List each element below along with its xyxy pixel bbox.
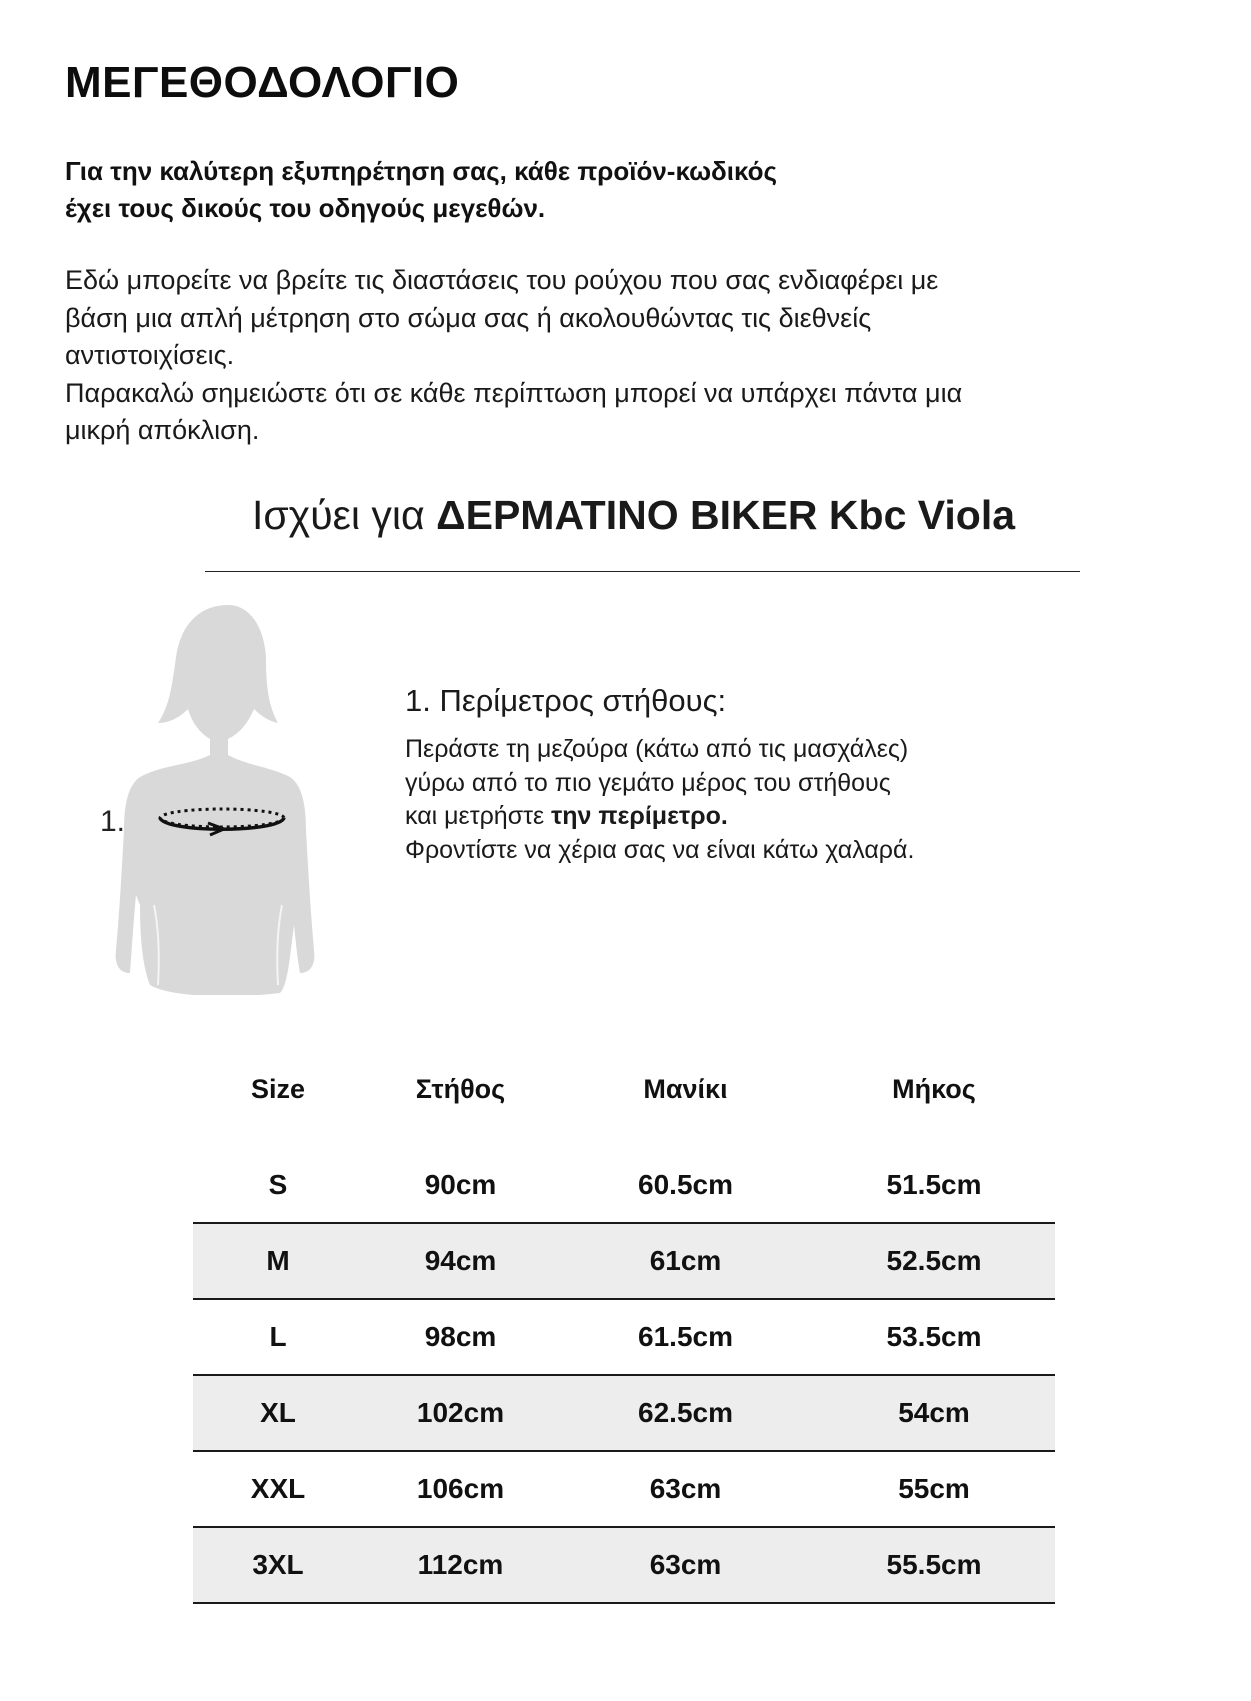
cell-sleeve: 63cm [649,1473,722,1504]
cell-size: XXL [250,1473,306,1504]
cell-length: 51.5cm [886,1169,982,1200]
size-chart-table [193,1058,1055,1604]
cell-size: XL [193,1375,363,1451]
instruction-line [405,800,1055,834]
intro-body-line: βάση μια απλή μέτρηση στο σώμα σας ή ακολουθώντας τις διεθνείς [65,302,872,333]
instruction-emphasis: την περίμετρο. [551,802,728,830]
instruction-line: Περάστε τη μεζούρα (κάτω από τις μασχάλες) [405,735,909,763]
intro-paragraph [65,262,1185,450]
instruction-line: γύρω από το πιο γεμάτο μέρος του στήθους [405,768,891,797]
header-size: Size [250,1073,306,1104]
cell-sleeve: 60.5cm [638,1169,733,1200]
cell-size: M [193,1223,363,1299]
cell-length: 53.5cm [886,1321,982,1352]
applies-to-heading [0,492,1251,539]
instruction-text: και μετρήστε [405,802,545,830]
cell-size: L [269,1321,287,1352]
intro-body-line: μικρή απόκλιση. [65,415,260,445]
cell-sleeve: 61cm [558,1223,813,1299]
measurement-title: 1. Περίμετρος στήθους: [405,683,727,718]
header-length: Μήκος [892,1073,976,1104]
cell-chest: 98cm [424,1321,497,1352]
table-row [193,1148,1055,1223]
table-spacer [193,1120,1055,1148]
cell-sleeve: 62.5cm [558,1375,813,1451]
cell-chest: 94cm [363,1223,558,1299]
header-chest: Στήθος [415,1073,506,1104]
silhouette-shape [116,605,315,995]
intro-highlight [65,153,1165,227]
cell-chest: 90cm [424,1169,497,1200]
cell-length: 52.5cm [813,1223,1055,1299]
measurement-instructions [405,733,1055,867]
product-name: ΔΕΡΜΑΤΙΝΟ BIKER Kbc Viola [436,492,1016,538]
cell-sleeve: 61.5cm [638,1321,733,1352]
cell-chest: 106cm [416,1473,505,1504]
body-silhouette-figure [110,605,340,995]
table-row [193,1451,1055,1527]
cell-size: S [268,1169,288,1200]
intro-bold-line: Για την καλύτερη εξυπηρέτηση σας, κάθε προϊόν-κωδικός [65,156,778,186]
cell-sleeve: 63cm [558,1527,813,1603]
header-sleeve: Μανίκι [643,1073,728,1104]
measurement-marker: 1. [100,805,126,838]
intro-body-line: Παρακαλώ σημειώστε ότι σε κάθε περίπτωση μπορεί να υπάρχει πάντα μια [65,377,963,408]
table-row [193,1299,1055,1375]
table-row [193,1375,1055,1451]
cell-length: 55.5cm [813,1527,1055,1603]
applies-prefix: Ισχύει για [251,492,425,538]
cell-length: 55cm [898,1473,970,1504]
cell-size: 3XL [193,1527,363,1603]
intro-body-line: αντιστοιχίσεις. [65,340,235,370]
instruction-line: Φροντίστε να χέρια σας να είναι κάτω χαλαρά. [405,835,915,864]
table-row [193,1223,1055,1299]
cell-chest: 102cm [363,1375,558,1451]
table-row [193,1527,1055,1603]
table-header-row [193,1058,1055,1120]
intro-bold-line: έχει τους δικούς του οδηγούς μεγεθών. [65,193,546,223]
page-title: ΜΕΓΕΘΟΔΟΛΟΓΙΟ [65,58,460,107]
section-divider [205,571,1080,572]
intro-body-line: Εδώ μπορείτε να βρείτε τις διαστάσεις του ρούχου που σας ενδιαφέρει με [65,265,939,295]
cell-length: 54cm [813,1375,1055,1451]
cell-chest: 112cm [363,1527,558,1603]
